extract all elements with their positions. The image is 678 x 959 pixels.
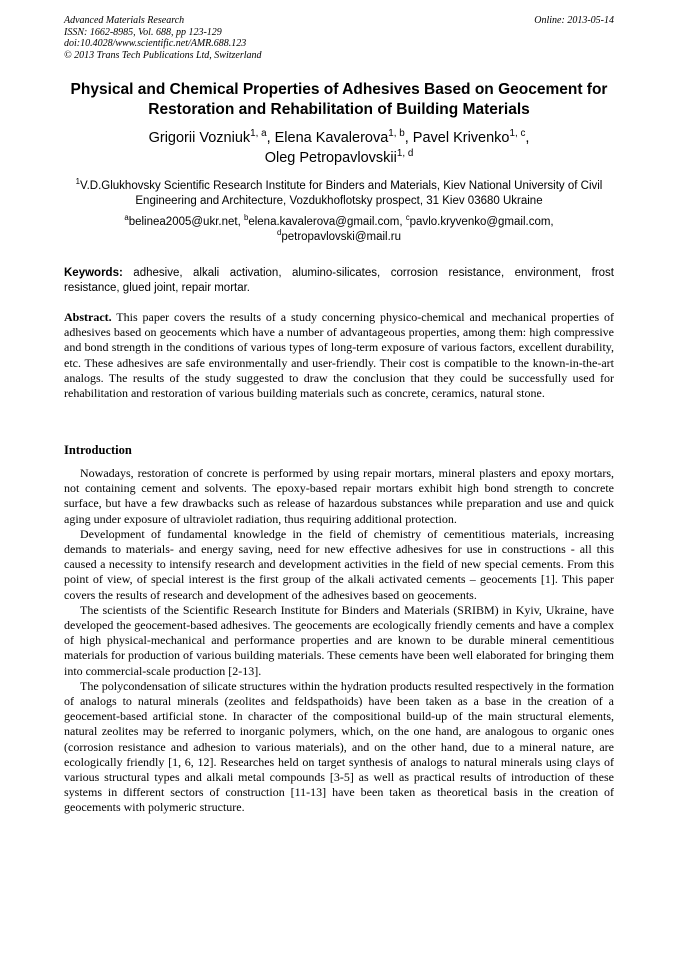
author-name: Elena Kavalerova	[274, 130, 389, 146]
email-link[interactable]: petropavlovski@mail.ru	[281, 231, 402, 243]
email-link[interactable]: elena.kavalerova@gmail.com,	[248, 216, 406, 228]
keywords	[64, 266, 614, 296]
author-list: Grigorii Vozniuk$^{1, a}$, Elena Kavalerova$^{1, b}$, Pavel Krivenko$^{1, c}$, Oleg Petropavlovskii$^{1, d}$	[148, 128, 530, 166]
journal-copyright: © 2013 Trans Tech Publications Ltd, Switzerland	[64, 49, 262, 61]
affiliation	[64, 179, 614, 209]
author-emails: $^a$belinea2005@ukr.net, $^b$elena.kavalerova@gmail.com, $^c$pavlo.kryvenko@gmail.com, $^d$petropavlovski@mail.ru	[124, 213, 554, 243]
paragraph: Nowadays, restoration of concrete is performed by using repair mortars, mineral plasters and epoxy mortars, not containing cement and solvents. The epoxy-based repair mortars exhibit high bond strength to concrete surface, but have a few drawbacks such as release of hazardous substances while preparation and use and quick aging under exposure of ultraviolet radiation, thus requiring additional protection.	[64, 466, 614, 526]
abstract	[64, 310, 614, 401]
abstract-label: Abstract.	[64, 310, 112, 324]
email-link[interactable]: belinea2005@ukr.net,	[128, 216, 244, 228]
author-affil-mark: 1, b	[388, 128, 405, 140]
paper-title: Physical and Chemical Properties of Adhesives Based on Geocement for Restoration and Rehabilitation of Building Materials	[70, 81, 608, 118]
paragraph: The polycondensation of silicate structures within the hydration products resulted respectively in the formation of analogs to natural minerals (zeolites and feldspathoids) have been taken as a base in the creation of a geocement-based artificial stone. In character of the compositional build-up of the main structural elements, natural zeolites may be referred to inorganic polymers, which, on the one hand, are analogous to organic ones (corrosion resistance and adhesion to various materials), and on the other hand, due to a mineral nature, are ecologically friendly [1, 6, 12]. Researches held on target synthesis of analogs to natural minerals using clays of various structural types and alkali metal compounds [3-5] as well as practical results of introduction of these systems in different sectors of construction [11-13] have been taken as theoretical basis in the creation of geocements with polymeric structure.	[64, 678, 614, 815]
section-heading-introduction: Introduction	[64, 443, 132, 457]
author-affil-mark: 1, a	[250, 128, 267, 140]
introduction-body	[64, 466, 614, 816]
paragraph: Development of fundamental knowledge in the field of chemistry of cementitious materials, increasing demands to materials- and energy saving, need for new effective adhesives for use in constructions - all this caused a necessity to intensify research and development activities in the field of new special cements. From this point of view, of special interest is the first group of the alkali activated cements – geocements [1]. This paper covers the results of research and development of the adhesives based on geocements.	[64, 526, 614, 602]
journal-issn: ISSN: 1662-8985, Vol. 688, pp 123-129	[64, 26, 222, 38]
author-name: Oleg Petropavlovskii	[264, 150, 397, 166]
paragraph: The scientists of the Scientific Research Institute for Binders and Materials (SRIBM) in Kyiv, Ukraine, have developed the geocement-based adhesives. The geocements are ecologically friendly cements and have a complex of high physical-mechanical and performance properties and are known to be durable mineral cementitious materials for production of various building materials. These cements have been well elaborated for bringing them into commercial-scale production [2-13].	[64, 602, 614, 678]
keywords-label: Keywords:	[64, 267, 123, 279]
email-link[interactable]: pavlo.kryvenko@gmail.com,	[409, 216, 554, 228]
keywords-text: adhesive, alkali activation, alumino-silicates, corrosion resistance, environment, frost resistance, glued joint, repair mortar.	[64, 267, 614, 294]
journal-name: Advanced Materials Research	[64, 15, 185, 26]
affiliation-mark: 1	[75, 177, 80, 187]
online-date: Online: 2013-05-14	[534, 15, 614, 26]
author-affil-mark: 1, c	[509, 128, 526, 140]
journal-header	[64, 15, 614, 61]
author-name: Pavel Krivenko	[412, 130, 510, 146]
author-affil-mark: 1, d	[396, 148, 414, 160]
author-name: Grigorii Vozniuk	[148, 130, 251, 146]
journal-doi: doi:10.4028/www.scientific.net/AMR.688.123	[64, 38, 247, 49]
abstract-text: This paper covers the results of a study concerning physico-chemical and mechanical properties of adhesives based on geocements which have a number of advantageous properties, among them: high compressive and bond strength in the conditions of various types of long-term exposure of various factors, excellent durability, etc. These adhesives are safe environmentally and user-friendly. Their cost is compatible to the known-in-the-art analogs. The results of the study suggested to draw the conclusion that they could be successfully used for rehabilitation and restoration of various building materials such as concrete, ceramics, natural stone.	[64, 310, 614, 401]
affiliation-text: V.D.Glukhovsky Scientific Research Institute for Binders and Materials, Kiev National University of Civil Engineering and Architecture, Vozdukhoflotsky prospect, 31 Kiev 03680 Ukraine	[79, 180, 603, 207]
